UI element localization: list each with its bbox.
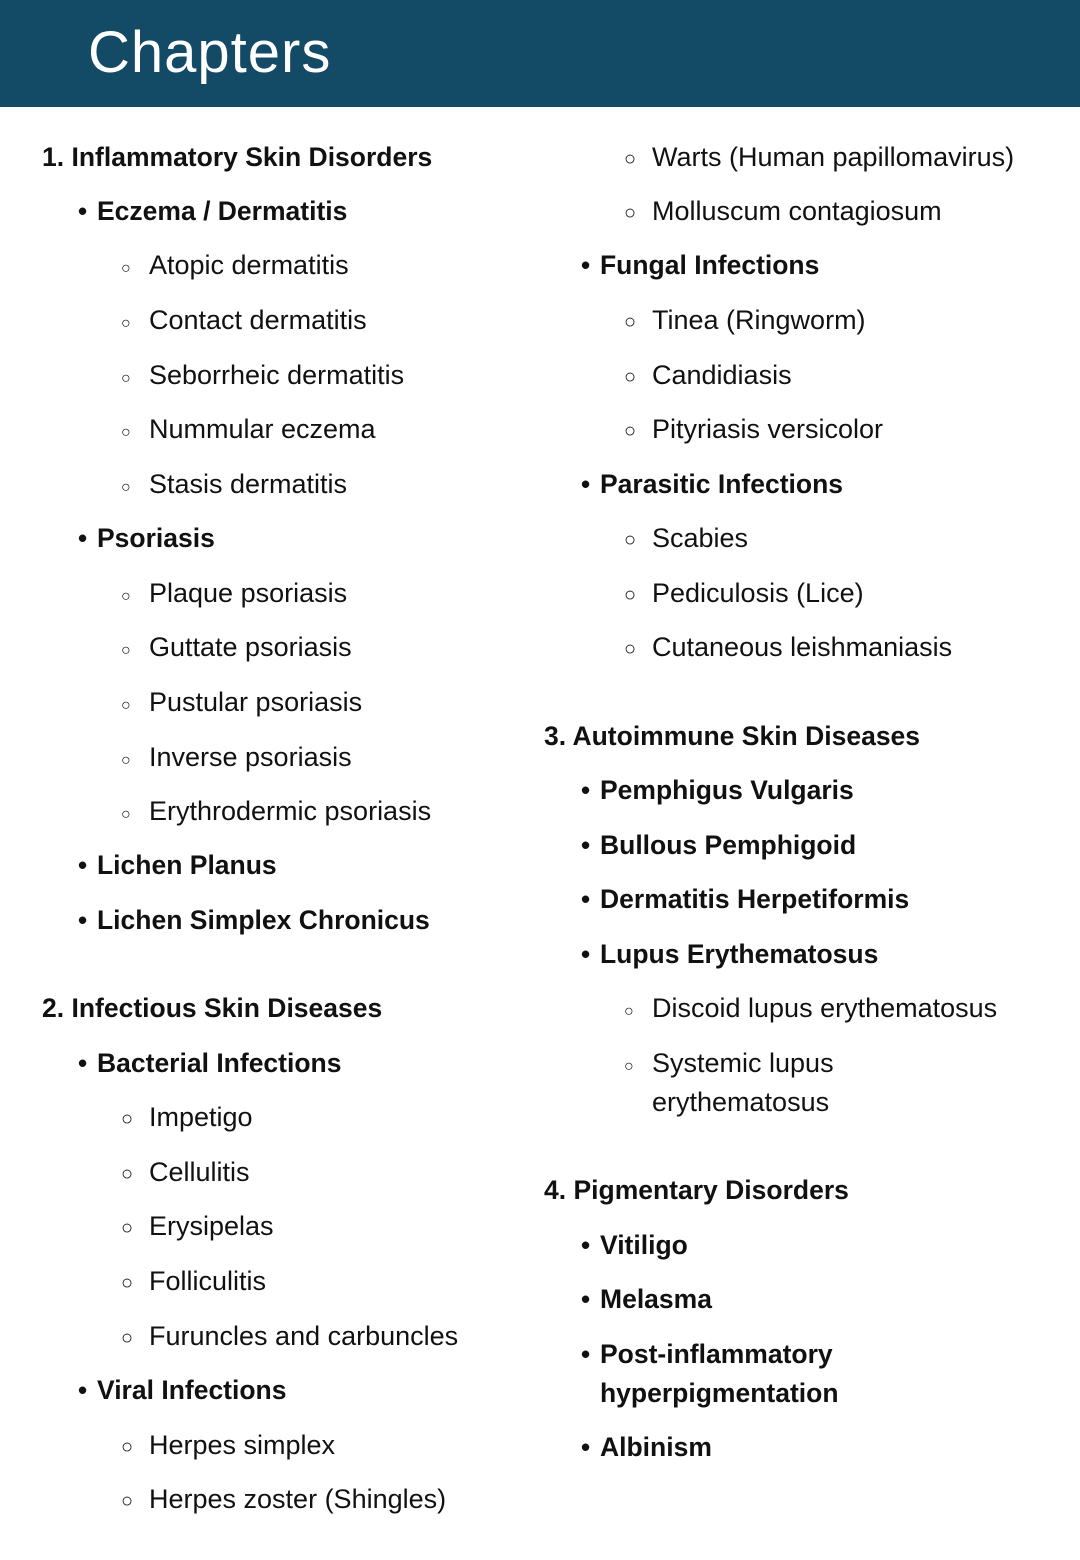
sub-item: ○ Folliculitis [149,1262,266,1301]
bullet-icon: • [581,1284,591,1314]
sub-item: ○ Guttate psoriasis [149,628,352,667]
list-item: • Lichen Planus [97,846,277,885]
sub-item: ○ Tinea (Ringworm) [652,301,866,340]
sub-item: ○ Furuncles and carbuncles [149,1317,458,1356]
circle-bullet-icon: ○ [121,1436,134,1458]
chapter-title: 3. Autoimmune Skin Diseases [544,721,921,751]
bullet-icon: • [581,830,591,860]
list-item: • Fungal Infections [600,246,819,285]
circle-bullet-icon: ○ [121,424,131,441]
sub-item: ○ Contact dermatitis [149,301,367,340]
circle-bullet-icon: ○ [624,311,637,333]
circle-bullet-icon: ○ [121,315,131,332]
circle-bullet-icon: ○ [624,202,637,224]
sub-item: ○ Cutaneous leishmaniasis [652,628,952,667]
sub-item: ○ Pityriasis versicolor [652,410,883,449]
list-item: • Bullous Pemphigoid [600,826,856,865]
circle-bullet-icon: ○ [121,1108,134,1130]
sub-item: ○ Stasis dermatitis [149,465,347,504]
list-item: • Lichen Simplex Chronicus [97,901,430,940]
sub-item: ○ Cellulitis [149,1153,250,1192]
list-item-continuation: hyperpigmentation [600,1378,839,1408]
sub-item: ○ Inverse psoriasis [149,738,352,777]
bullet-icon: • [78,905,88,935]
bullet-icon: • [581,1432,591,1462]
circle-bullet-icon: ○ [624,1058,634,1075]
bullet-icon: • [581,775,591,805]
bullet-icon: • [581,884,591,914]
bullet-icon: • [581,1339,591,1369]
sub-item: ○ Candidiasis [652,356,792,395]
circle-bullet-icon: ○ [624,1003,634,1020]
sub-item: ○ Scabies [652,519,748,558]
circle-bullet-icon: ○ [121,697,131,714]
list-item: • Psoriasis [97,519,215,558]
circle-bullet-icon: ○ [121,1272,134,1294]
sub-item: ○ Erythrodermic psoriasis [149,792,431,831]
circle-bullet-icon: ○ [121,1217,134,1239]
sub-item: ○ Herpes zoster (Shingles) [149,1480,446,1519]
bullet-icon: • [581,469,591,499]
circle-bullet-icon: ○ [121,588,131,605]
chapter-title: 2. Infectious Skin Diseases [42,993,383,1023]
list-item: • Dermatitis Herpetiformis [600,880,909,919]
sub-item: ○ Seborrheic dermatitis [149,356,404,395]
list-item: • Post-inflammatory [600,1335,833,1374]
list-item: • Vitiligo [600,1226,688,1265]
bullet-icon: • [78,523,88,553]
sub-item-continuation: erythematosus [652,1087,830,1117]
bullet-icon: • [78,1375,88,1405]
sub-item: ○ Atopic dermatitis [149,246,349,285]
sub-item: ○ Warts (Human papillomavirus) [652,138,1014,177]
circle-bullet-icon: ○ [624,584,637,606]
circle-bullet-icon: ○ [121,1163,134,1185]
page-title: Chapters [88,20,332,85]
list-item: • Melasma [600,1280,712,1319]
bullet-icon: • [78,1048,88,1078]
list-item: • Lupus Erythematosus [600,935,878,974]
bullet-icon: • [78,196,88,226]
circle-bullet-icon: ○ [624,638,637,660]
circle-bullet-icon: ○ [121,752,131,769]
bullet-icon: • [581,939,591,969]
circle-bullet-icon: ○ [624,420,637,442]
bullet-icon: • [78,850,88,880]
sub-item: ○ Impetigo [149,1098,253,1137]
list-item: • Eczema / Dermatitis [97,192,347,231]
chapter-title: 1. Inflammatory Skin Disorders [42,142,433,172]
sub-item: ○ Plaque psoriasis [149,574,347,613]
sub-item: ○ Erysipelas [149,1207,274,1246]
circle-bullet-icon: ○ [121,1327,134,1349]
sub-item: ○ Systemic lupus [652,1044,834,1083]
sub-item: ○ Herpes simplex [149,1426,335,1465]
circle-bullet-icon: ○ [121,370,131,387]
list-item: • Pemphigus Vulgaris [600,771,854,810]
circle-bullet-icon: ○ [624,148,637,170]
circle-bullet-icon: ○ [121,479,131,496]
sub-item: ○ Molluscum contagiosum [652,192,942,231]
bullet-icon: • [581,1230,591,1260]
list-item: • Bacterial Infections [97,1044,341,1083]
bullet-icon: • [581,250,591,280]
chapter-title: 4. Pigmentary Disorders [544,1175,849,1205]
list-item: • Albinism [600,1428,712,1467]
sub-item: ○ Pediculosis (Lice) [652,574,864,613]
circle-bullet-icon: ○ [121,806,131,823]
circle-bullet-icon: ○ [121,260,131,277]
circle-bullet-icon: ○ [624,529,637,551]
circle-bullet-icon: ○ [121,642,131,659]
sub-item: ○ Pustular psoriasis [149,683,362,722]
sub-item: ○ Discoid lupus erythematosus [652,989,997,1028]
list-item: • Parasitic Infections [600,465,843,504]
circle-bullet-icon: ○ [624,366,637,388]
circle-bullet-icon: ○ [121,1490,134,1512]
sub-item: ○ Nummular eczema [149,410,376,449]
list-item: • Viral Infections [97,1371,287,1410]
